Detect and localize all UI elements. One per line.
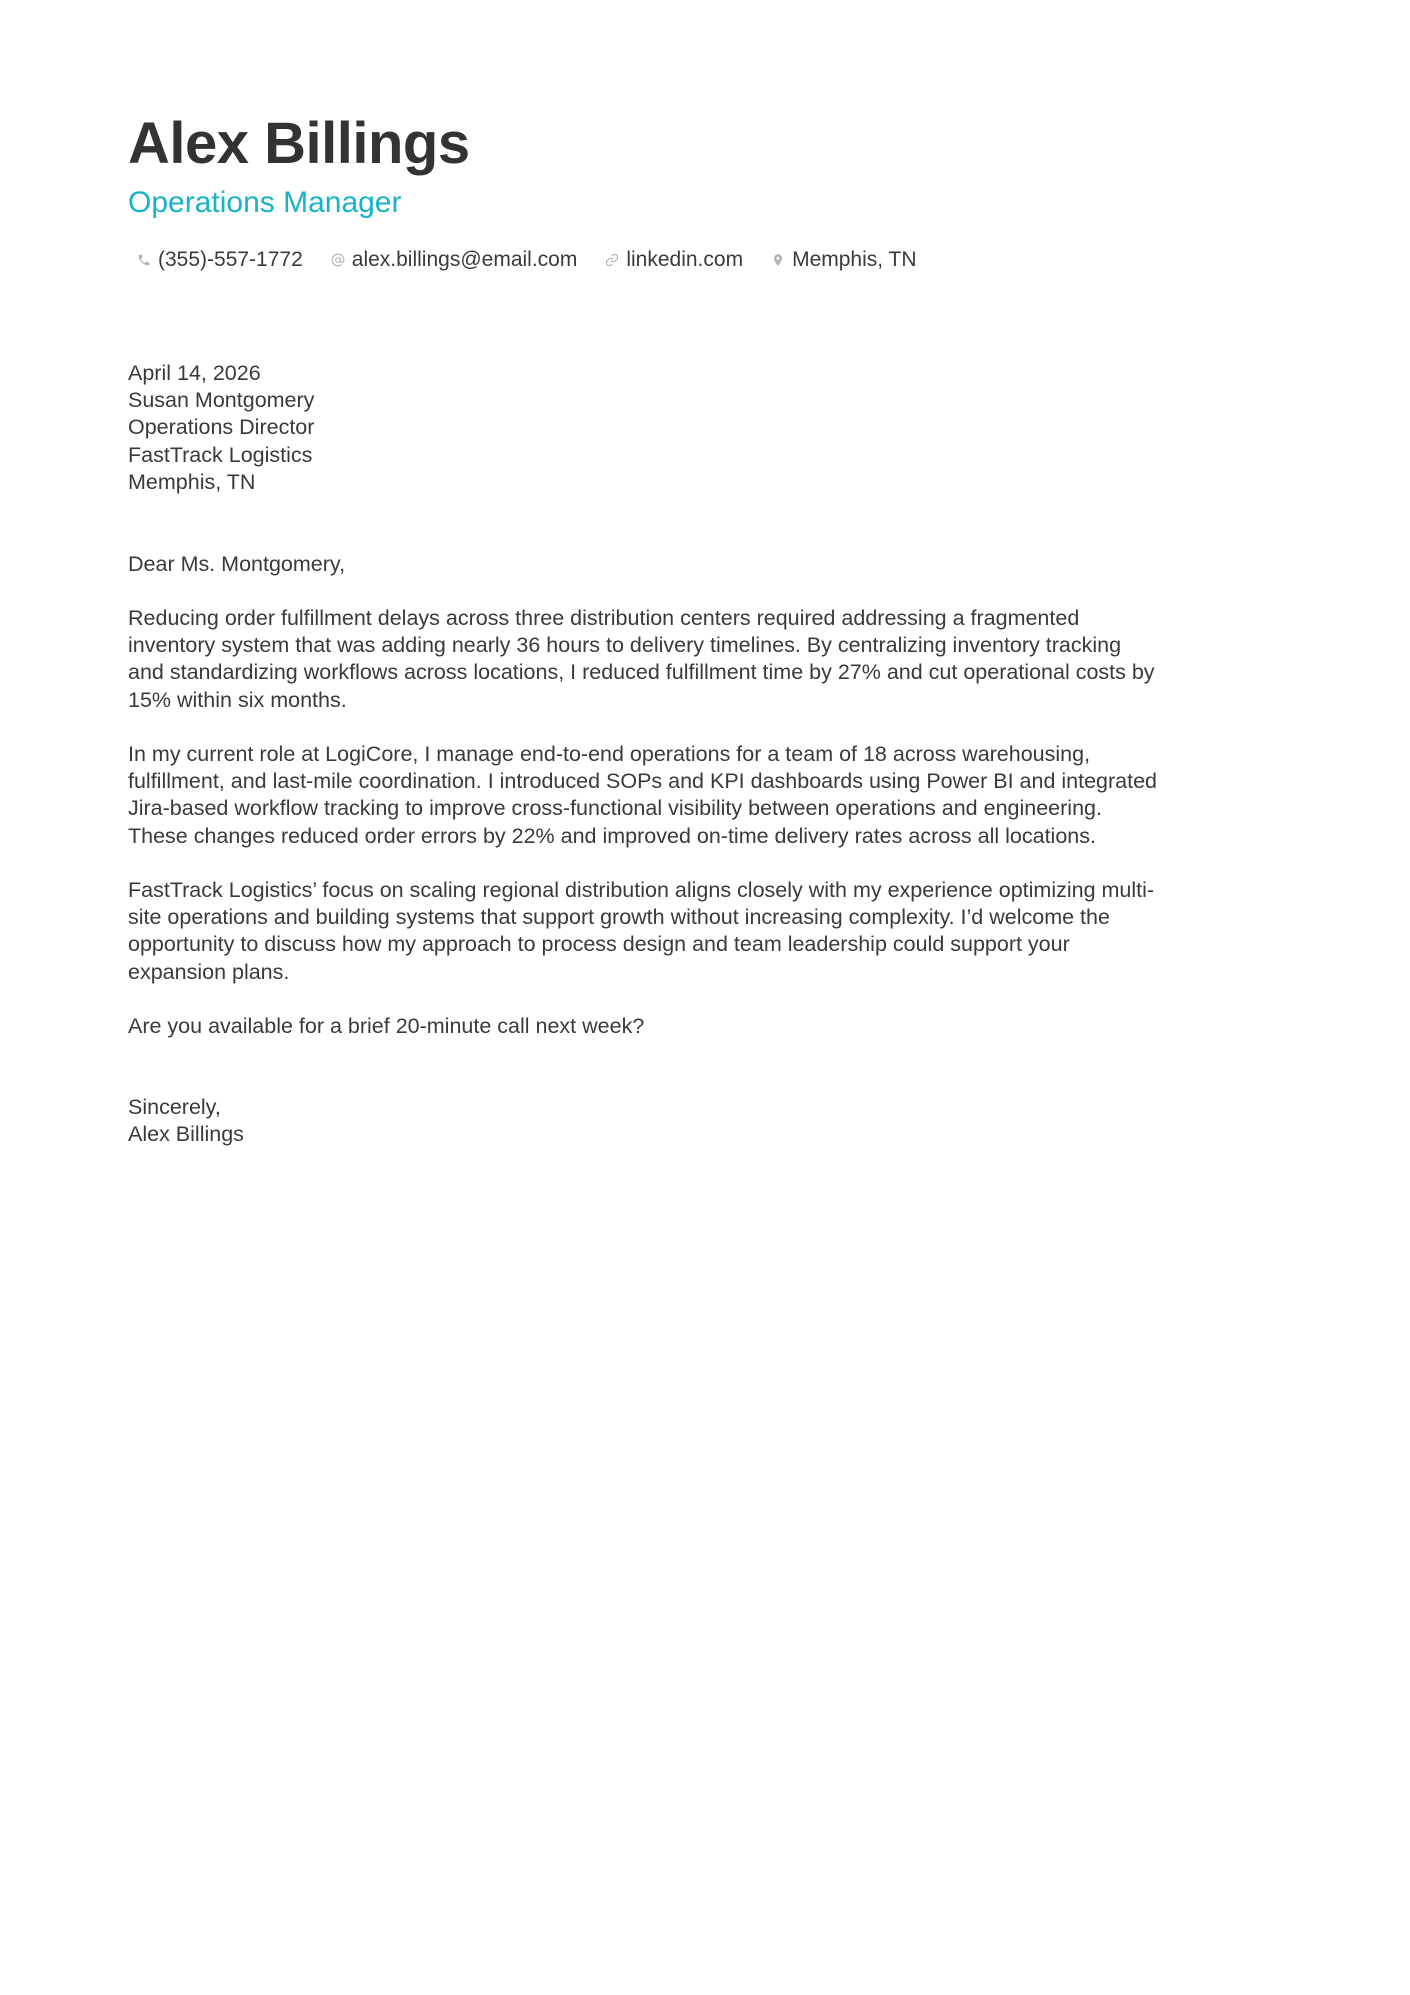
map-pin-icon: [770, 251, 786, 269]
recipient-role: Operations Director: [128, 415, 315, 440]
paragraph-line: 15% within six months.: [128, 687, 347, 712]
paragraph-line: Are you available for a brief 20-minute call next week?: [128, 1014, 645, 1038]
at-sign-icon: [330, 251, 346, 269]
body-paragraph-2: [128, 741, 1298, 850]
paragraph-line: These changes reduced order errors by 22% and improved on-time delivery rates across all locations.: [128, 823, 1096, 848]
recipient-company: FastTrack Logistics: [128, 442, 313, 467]
body-paragraph-4: [128, 1013, 1298, 1040]
phone-number: (355)-557-1772: [158, 248, 303, 271]
paragraph-line: inventory system that was adding nearly 36 hours to delivery timelines. By centralizing inventory tracking: [128, 633, 1122, 658]
location-text: Memphis, TN: [792, 248, 917, 271]
contact-row: [136, 248, 944, 272]
greeting: Dear Ms. Montgomery,: [128, 552, 346, 576]
signature: Alex Billings: [128, 1122, 244, 1147]
recipient-block: [128, 360, 1298, 496]
closing-block: [128, 1094, 1298, 1148]
paragraph-line: expansion plans.: [128, 959, 290, 984]
body-paragraph-3: [128, 877, 1298, 986]
contact-email: [330, 248, 578, 272]
contact-linkedin: [604, 248, 743, 272]
applicant-name: Alex Billings: [128, 111, 470, 176]
paragraph-line: site operations and building systems that support growth without increasing complexity. I’d welcome the: [128, 905, 1110, 930]
phone-icon: [136, 251, 152, 269]
paragraph-line: and standardizing workflows across locations, I reduced fulfillment time by 27% and cut operational costs by: [128, 660, 1155, 685]
closing-phrase: Sincerely,: [128, 1095, 221, 1119]
link-icon: [604, 251, 620, 269]
contact-location: [770, 248, 916, 272]
paragraph-line: Jira-based workflow tracking to improve cross-functional visibility between operations and engineering.: [128, 796, 1102, 821]
linkedin-link: linkedin.com: [626, 248, 744, 271]
email-address: alex.billings@email.com: [351, 248, 578, 271]
paragraph-line: FastTrack Logistics’ focus on scaling regional distribution aligns closely with my experience optimizing multi-: [128, 878, 1155, 902]
recipient-name: Susan Montgomery: [128, 388, 315, 413]
paragraph-line: In my current role at LogiCore, I manage end-to-end operations for a team of 18 across warehousing,: [128, 742, 1091, 766]
paragraph-line: opportunity to discuss how my approach to process design and team leadership could support your: [128, 932, 1070, 957]
applicant-title: Operations Manager: [128, 186, 402, 219]
paragraph-line: fulfillment, and last-mile coordination. I introduced SOPs and KPI dashboards using Power BI and integrated: [128, 769, 1157, 794]
body-paragraph-1: [128, 605, 1298, 714]
letter-date: April 14, 2026: [128, 361, 261, 385]
paragraph-line: Reducing order fulfillment delays across three distribution centers required addressing a fragmented: [128, 606, 1080, 630]
contact-phone: [136, 248, 303, 272]
recipient-location: Memphis, TN: [128, 469, 256, 494]
